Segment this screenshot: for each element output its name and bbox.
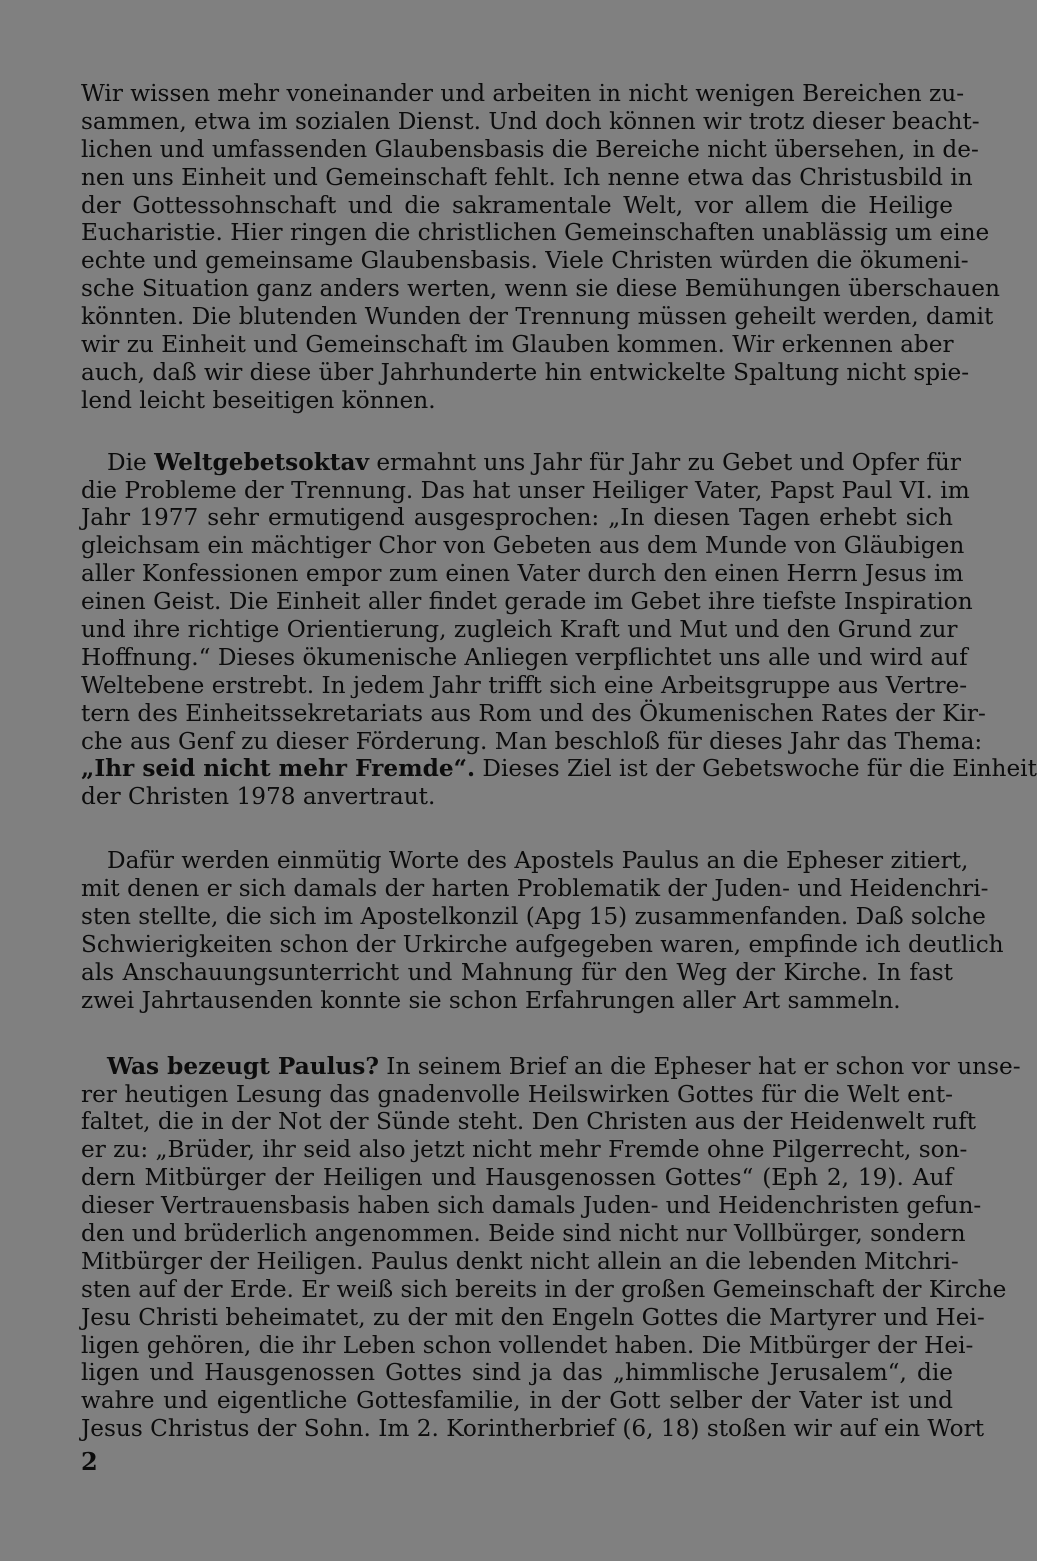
- paragraph-1: [81, 80, 1000, 415]
- text-line: einen Geist. Die Einheit aller findet gerade im Gebet ihre tiefste Inspiration: [81, 588, 973, 616]
- text-line: Mitbürger der Heiligen. Paulus denkt nicht allein an die lebenden Mitchri-: [81, 1247, 959, 1275]
- text-line: Dafür werden einmütig Worte des Apostels Paulus an die Epheser zitiert,: [107, 847, 969, 875]
- page-number: 2: [81, 1447, 98, 1476]
- text-line: sche Situation ganz anders werten, wenn sie diese Bemühungen überschauen: [81, 275, 1000, 303]
- text-line: der Gottessohnschaft und die sakramentale Welt, vor allem die Heilige: [81, 191, 953, 219]
- text-line: Jesu Christi beheimatet, zu der mit den Engeln Gottes die Martyrer und Hei-: [81, 1303, 985, 1331]
- text-line: tern des Einheitssekretariats aus Rom und des Ökumenischen Rates der Kir-: [81, 699, 986, 727]
- text-line: nen uns Einheit und Gemeinschaft fehlt. Ich nenne etwa das Christusbild in: [81, 163, 973, 191]
- text-line: lend leicht beseitigen können.: [81, 386, 436, 414]
- text-line: zwei Jahrtausenden konnte sie schon Erfahrungen aller Art sammeln.: [81, 986, 901, 1014]
- text-line: faltet, die in der Not der Sünde steht. Den Christen aus der Heidenwelt ruft: [81, 1108, 977, 1136]
- text-segment: ermahnt uns Jahr für Jahr zu Gebet und Opfer für: [368, 448, 961, 476]
- text-line: [81, 448, 961, 477]
- paragraph-4: [81, 1052, 1021, 1443]
- text-line: Weltebene erstrebt. In jedem Jahr trifft sich eine Arbeitsgruppe aus Vertre-: [81, 671, 968, 699]
- text-line: sten auf der Erde. Er weiß sich bereits in der großen Gemeinschaft der Kirche: [81, 1275, 1007, 1303]
- text-line: echte und gemeinsame Glaubensbasis. Viele Christen würden die ökumeni-: [81, 247, 969, 275]
- text-line: sammen, etwa im sozialen Dienst. Und doch können wir trotz dieser beacht-: [81, 107, 980, 135]
- text-line: den und brüderlich angenommen. Beide sind nicht nur Vollbürger, sondern: [81, 1219, 966, 1247]
- text-line: Schwierigkeiten schon der Urkirche aufgegeben waren, empfinde ich deutlich: [81, 930, 1004, 958]
- text-line: wir zu Einheit und Gemeinschaft im Glauben kommen. Wir erkennen aber: [81, 331, 954, 359]
- text-segment: Dieses Ziel ist der Gebetswoche für die Einheit: [475, 755, 1037, 783]
- text-line: Jesus Christus der Sohn. Im 2. Korintherbrief (6, 18) stoßen wir auf ein Wort: [81, 1415, 985, 1443]
- text-line: sten stellte, die sich im Apostelkonzil (Apg 15) zusammenfanden. Daß solche: [81, 903, 986, 931]
- text-line: Eucharistie. Hier ringen die christlichen Gemeinschaften unablässig um eine: [81, 219, 990, 247]
- text-line: Jahr 1977 sehr ermutigend ausgesprochen: „In diesen Tagen erhebt sich: [81, 504, 953, 532]
- text-line: wahre und eigentliche Gottesfamilie, in der Gott selber der Vater ist und: [81, 1387, 953, 1415]
- bold-theme: „Ihr seid nicht mehr Fremde“.: [81, 755, 476, 783]
- text-line: [81, 1052, 1021, 1081]
- text-line: ligen gehören, die ihr Leben schon vollendet haben. Die Mitbürger der Hei-: [81, 1331, 974, 1359]
- bold-term: Weltgebetsoktav: [154, 448, 369, 476]
- text-line: als Anschauungsunterricht und Mahnung für den Weg der Kirche. In fast: [81, 958, 953, 986]
- text-line: auch, daß wir diese über Jahrhunderte hin entwickelte Spaltung nicht spie-: [81, 358, 970, 386]
- paragraph-2: [81, 448, 1037, 812]
- text-line: [81, 755, 1037, 783]
- text-segment: Die: [107, 448, 155, 476]
- text-line: mit denen er sich damals der harten Problematik der Juden- und Heidenchri-: [81, 875, 989, 903]
- text-line: und ihre richtige Orientierung, zugleich Kraft und Mut und den Grund zur: [81, 616, 958, 644]
- text-line: dieser Vertrauensbasis haben sich damals Juden- und Heidenchristen gefun-: [81, 1192, 982, 1220]
- text-line: rer heutigen Lesung das gnadenvolle Heilswirken Gottes für die Welt ent-: [81, 1080, 953, 1108]
- text-segment: In seinem Brief an die Epheser hat er schon vor unse-: [378, 1052, 1021, 1080]
- text-line: ligen und Hausgenossen Gottes sind ja das „himmlische Jerusalem“, die: [81, 1359, 953, 1387]
- text-line: die Probleme der Trennung. Das hat unser Heiliger Vater, Papst Paul VI. im: [81, 476, 970, 504]
- text-line: che aus Genf zu dieser Förderung. Man beschloß für dieses Jahr das Thema:: [81, 727, 983, 755]
- paragraph-3: [81, 847, 1004, 1014]
- page-text: [81, 80, 1037, 1443]
- text-line: aller Konfessionen empor zum einen Vater durch den einen Herrn Jesus im: [81, 560, 964, 588]
- text-line: gleichsam ein mächtiger Chor von Gebeten aus dem Munde von Gläubigen: [81, 532, 965, 560]
- text-line: der Christen 1978 anvertraut.: [81, 783, 436, 811]
- text-line: könnten. Die blutenden Wunden der Trennung müssen geheilt werden, damit: [81, 303, 994, 331]
- text-line: Hoffnung.“ Dieses ökumenische Anliegen verpflichtet uns alle und wird auf: [81, 643, 968, 671]
- bold-term: Was bezeugt Paulus?: [107, 1052, 379, 1080]
- text-line: er zu: „Brüder, ihr seid also jetzt nicht mehr Fremde ohne Pilgerrecht, son-: [81, 1136, 968, 1164]
- text-line: lichen und umfassenden Glaubensbasis die Bereiche nicht übersehen, in de-: [81, 135, 979, 163]
- text-line: dern Mitbürger der Heiligen und Hausgenossen Gottes“ (Eph 2, 19). Auf: [81, 1164, 953, 1192]
- text-line: Wir wissen mehr voneinander und arbeiten in nicht wenigen Bereichen zu-: [81, 80, 965, 107]
